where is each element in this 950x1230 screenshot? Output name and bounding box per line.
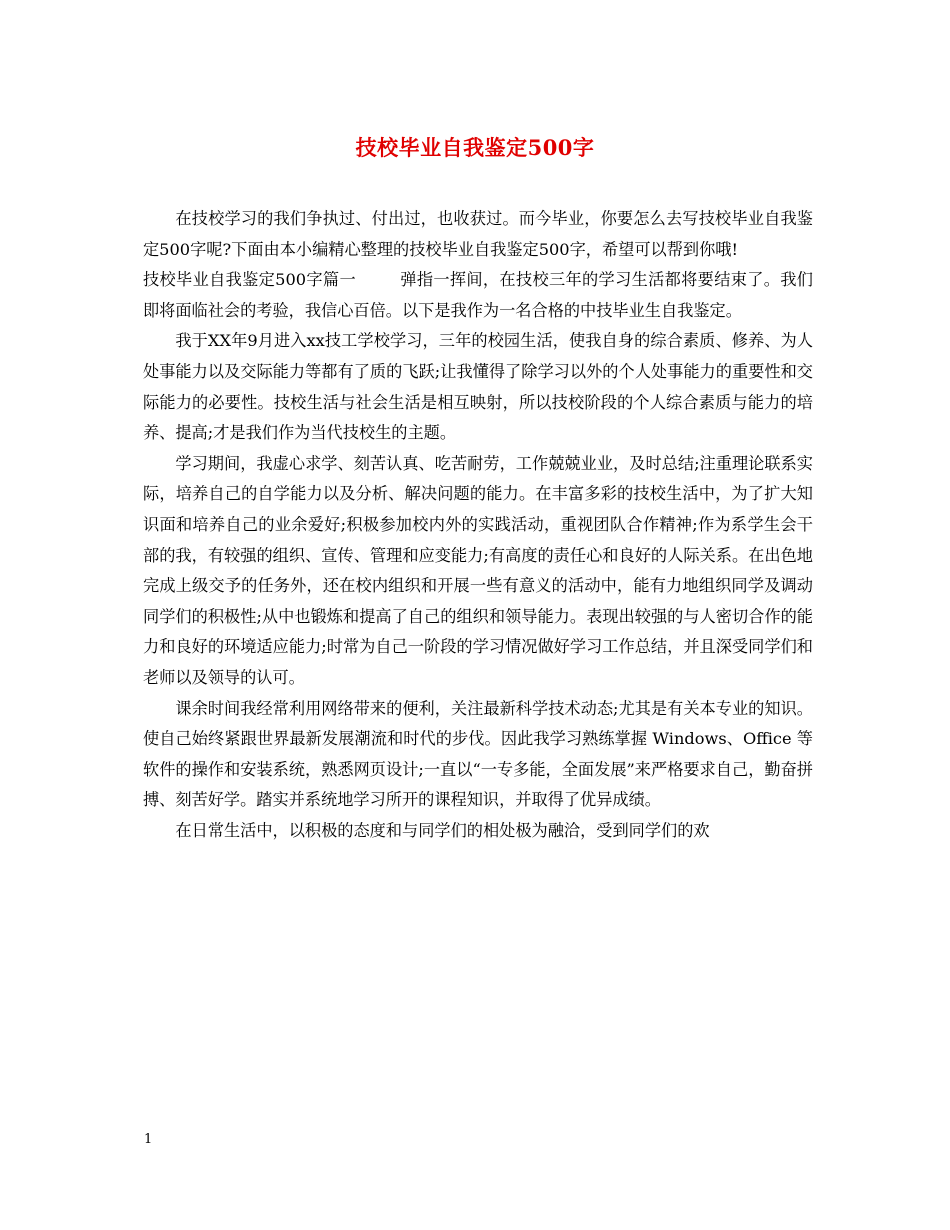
document-title: 技校毕业自我鉴定500字 bbox=[355, 135, 595, 160]
body-paragraph: 课余时间我经常利用网络带来的便利，关注最新科学技术动态;尤其是有关本专业的知识。使自己始终紧跟世界最新发展潮流和时代的步伐。因此我学习熟练掌握 Windows、Office 等软件的操作和安装系统，熟悉网页设计;一直以“一专多能，全面发展”来严格要求自己，勤奋拼搏、刻苦好学。踏实并系统地学习所开的课程知识，并取得了优异成绩。 bbox=[143, 698, 813, 810]
body-paragraph: 我于XX年9月进入xx技工学校学习，三年的校园生活，使我自身的综合素质、修养、为人处事能力以及交际能力等都有了质的飞跃;让我懂得了除学习以外的个人处事能力的重要性和交际能力的必要性。技校生活与社会生活是相互映射，所以技校阶段的个人综合素质与能力的培养、提高;才是我们作为当代技校生的主题。 bbox=[143, 331, 813, 443]
section-heading: 技校毕业自我鉴定500字篇一 bbox=[143, 270, 356, 290]
page-number: 1 bbox=[144, 1132, 153, 1147]
document-body bbox=[143, 204, 813, 846]
section-paragraph bbox=[143, 265, 813, 326]
body-paragraph: 学习期间，我虚心求学、刻苦认真、吃苦耐劳，工作兢兢业业，及时总结;注重理论联系实际，培养自己的自学能力以及分析、解决问题的能力。在丰富多彩的技校生活中，为了扩大知识面和培养自己的业余爱好;积极参加校内外的实践活动，重视团队合作精神;作为系学生会干部的我，有较强的组织、宣传、管理和应变能力;有高度的责任心和良好的人际关系。在出色地完成上级交予的任务外，还在校内组织和开展一些有意义的活动中，能有力地组织同学及调动同学们的积极性;从中也锻炼和提高了自己的组织和领导能力。表现出较强的与人密切合作的能力和良好的环境适应能力;时常为自己一阶段的学习情况做好学习工作总结，并且深受同学们和老师以及领导的认可。 bbox=[143, 453, 813, 687]
body-paragraph: 在日常生活中，以积极的态度和与同学们的相处极为融洽，受到同学们的欢 bbox=[175, 820, 710, 840]
section-lead: 弹指一挥间，在技校三年的学习生活都将要结束了。我们即将面临社会的考验，我信心百倍。以下是我作为一名合格的中技毕业生自我鉴定。 bbox=[143, 270, 813, 320]
intro-paragraph: 在技校学习的我们争执过、付出过，也收获过。而今毕业，你要怎么去写技校毕业自我鉴定500字呢?下面由本小编精心整理的技校毕业自我鉴定500字，希望可以帮到你哦! bbox=[143, 209, 813, 259]
